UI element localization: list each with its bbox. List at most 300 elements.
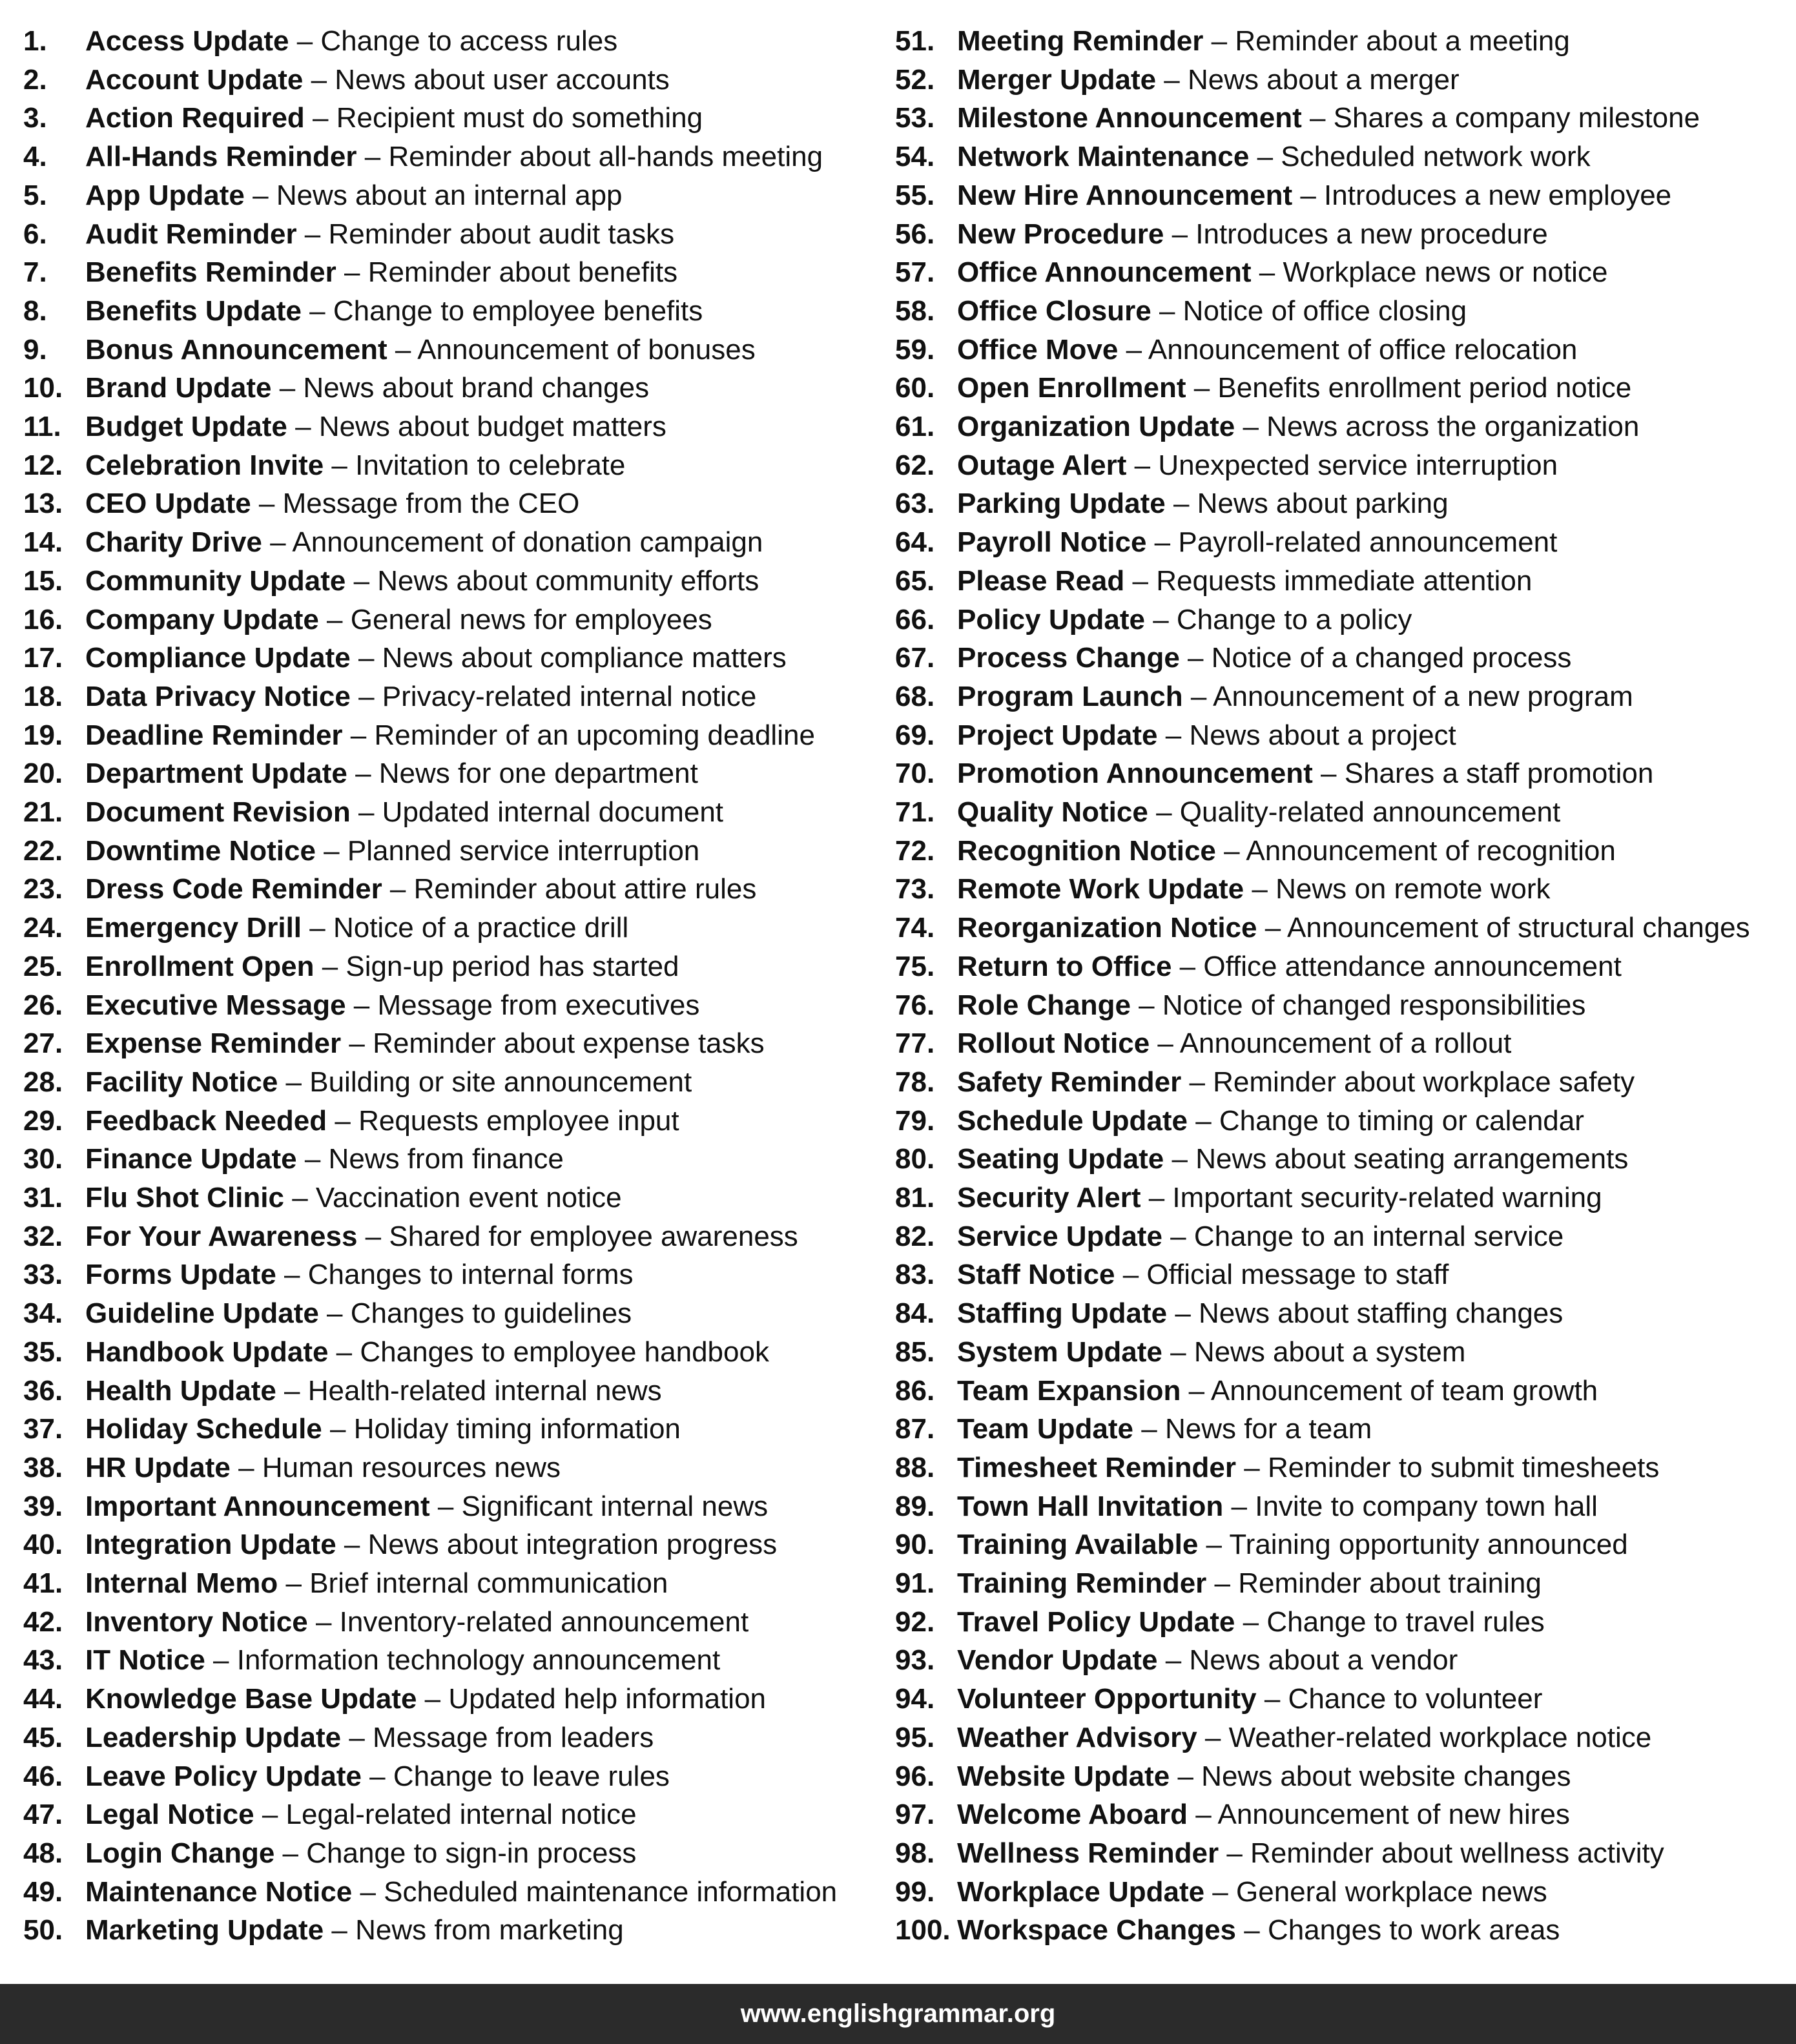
item-number: 8. [23, 294, 47, 327]
item-term: Weather Advisory [957, 1721, 1197, 1753]
item-number: 32. [23, 1220, 63, 1252]
list-item [895, 408, 1639, 446]
list-item [895, 1140, 1628, 1179]
item-term: Integration Update [85, 1529, 336, 1561]
item-separator: – [1130, 989, 1162, 1021]
item-term: Finance Update [85, 1143, 297, 1175]
list-item [23, 1449, 561, 1487]
item-term: Please Read [957, 564, 1125, 597]
item-term: Security Alert [957, 1182, 1141, 1213]
item-term: Knowledge Base Update [85, 1683, 417, 1715]
list-item [23, 292, 703, 331]
item-separator: – [1157, 1644, 1190, 1677]
item-separator: – [1162, 1220, 1194, 1252]
item-term: Handbook Update [85, 1336, 329, 1368]
list-item [23, 138, 823, 176]
list-item [895, 947, 1622, 986]
item-term: Facility Notice [85, 1066, 278, 1098]
item-number: 92. [895, 1605, 935, 1638]
item-number: 40. [23, 1529, 63, 1561]
item-definition: Training opportunity announced [1229, 1529, 1628, 1561]
item-definition: Important security-related warning [1172, 1182, 1602, 1213]
item-definition: Message from leaders [373, 1721, 654, 1753]
item-separator: – [1141, 1182, 1173, 1213]
item-number: 1. [23, 25, 47, 57]
item-number: 99. [895, 1875, 935, 1908]
item-separator: – [278, 1567, 310, 1599]
list-item [895, 138, 1591, 176]
item-definition: Message from the CEO [282, 488, 580, 520]
list-item [23, 1372, 662, 1410]
item-term: IT Notice [85, 1644, 205, 1677]
item-number: 79. [895, 1104, 935, 1137]
item-term: Website Update [957, 1760, 1170, 1792]
list-item [895, 1255, 1449, 1294]
item-term: Milestone Announcement [957, 102, 1302, 134]
item-number: 36. [23, 1374, 63, 1407]
item-separator: – [1150, 1027, 1180, 1060]
list-item [23, 909, 628, 947]
item-definition: News about community efforts [377, 564, 759, 597]
item-separator: – [1148, 796, 1180, 828]
item-term: Important Announcement [85, 1490, 430, 1522]
item-number: 82. [895, 1220, 935, 1252]
item-term: Open Enrollment [957, 372, 1186, 404]
list-item [23, 61, 670, 99]
item-definition: News across the organization [1266, 411, 1640, 442]
list-item [23, 1063, 692, 1102]
item-term: Office Closure [957, 294, 1151, 327]
item-term: Remote Work Update [957, 873, 1244, 905]
item-definition: Announcement of donation campaign [292, 526, 763, 559]
item-definition: Notice of office closing [1182, 294, 1467, 327]
list-item [895, 1024, 1511, 1063]
item-definition: Recipient must do something [336, 102, 703, 134]
item-definition: Weather-related workplace notice [1228, 1721, 1652, 1753]
item-definition: Updated internal document [382, 796, 724, 828]
item-definition: Office attendance announcement [1203, 950, 1622, 982]
item-term: Legal Notice [85, 1799, 254, 1831]
list-item [23, 176, 623, 215]
item-separator: – [302, 912, 333, 944]
item-term: Promotion Announcement [957, 758, 1313, 790]
item-definition: Requests immediate attention [1156, 564, 1533, 597]
list-item [23, 1603, 748, 1642]
item-term: Document Revision [85, 796, 351, 828]
item-number: 52. [895, 63, 935, 96]
item-separator: – [336, 256, 368, 289]
item-separator: – [1181, 1066, 1213, 1098]
item-separator: – [1203, 25, 1235, 57]
list-item [895, 1333, 1465, 1372]
item-separator: – [1151, 294, 1183, 327]
list-item [23, 716, 815, 755]
item-term: Outage Alert [957, 449, 1127, 481]
item-separator: – [341, 1721, 373, 1753]
item-separator: – [287, 411, 319, 442]
item-number: 61. [895, 411, 935, 442]
list-item [23, 1255, 634, 1294]
item-number: 47. [23, 1799, 63, 1831]
item-definition: Invite to company town hall [1255, 1490, 1598, 1522]
item-number: 48. [23, 1837, 63, 1869]
item-number: 16. [23, 603, 63, 635]
item-definition: Change to leave rules [393, 1760, 670, 1792]
item-number: 33. [23, 1259, 63, 1291]
list-item [895, 601, 1412, 639]
list-item [895, 215, 1548, 254]
item-definition: Health-related internal news [307, 1374, 662, 1407]
list-item [23, 870, 756, 909]
item-definition: Invitation to celebrate [355, 449, 626, 481]
list-item [895, 1217, 1564, 1256]
item-term: Bonus Announcement [85, 333, 387, 366]
item-term: Office Announcement [957, 256, 1252, 289]
list-item [895, 1102, 1584, 1141]
item-separator: – [318, 603, 351, 635]
item-number: 88. [895, 1451, 935, 1483]
item-definition: Notice of a practice drill [333, 912, 629, 944]
item-number: 2. [23, 63, 47, 96]
item-number: 31. [23, 1182, 63, 1213]
item-number: 7. [23, 256, 47, 289]
item-number: 94. [895, 1683, 935, 1715]
item-number: 51. [895, 25, 935, 57]
item-separator: – [1256, 1683, 1288, 1715]
list-item [23, 947, 679, 986]
item-separator: – [1170, 1760, 1202, 1792]
list-item [23, 1873, 837, 1912]
item-definition: Reminder about expense tasks [373, 1027, 765, 1060]
item-separator: – [352, 1875, 384, 1908]
item-definition: Requests employee input [358, 1104, 679, 1137]
item-definition: News about integration progress [367, 1529, 778, 1561]
item-term: Staff Notice [957, 1259, 1115, 1291]
item-separator: – [262, 526, 293, 559]
item-separator: – [274, 1837, 307, 1869]
item-definition: Change to travel rules [1266, 1605, 1545, 1638]
list-item [23, 1333, 769, 1372]
item-separator: – [1204, 1875, 1236, 1908]
item-definition: Sign-up period has started [346, 950, 679, 982]
item-definition: Scheduled maintenance information [384, 1875, 838, 1908]
item-definition: Reminder about attire rules [413, 873, 757, 905]
item-separator: – [304, 102, 336, 134]
item-definition: Introduces a new employee [1324, 179, 1672, 211]
list-item [895, 870, 1551, 909]
item-separator: – [271, 372, 304, 404]
item-definition: Reminder about all-hands meeting [388, 141, 823, 173]
item-definition: News about an internal app [276, 179, 623, 211]
list-item [895, 22, 1570, 61]
item-separator: – [205, 1644, 237, 1677]
list-item [895, 1372, 1598, 1410]
item-separator: – [324, 1914, 356, 1946]
item-definition: Human resources news [262, 1451, 561, 1483]
item-separator: – [361, 1760, 393, 1792]
item-number: 17. [23, 642, 63, 674]
item-definition: Change to access rules [320, 25, 618, 57]
item-number: 74. [895, 912, 935, 944]
item-definition: Reminder to submit timesheets [1267, 1451, 1660, 1483]
item-term: Executive Message [85, 989, 346, 1021]
item-separator: – [1156, 63, 1188, 96]
item-separator: – [276, 1259, 308, 1291]
item-separator: – [350, 680, 382, 712]
item-term: Staffing Update [957, 1297, 1168, 1330]
item-definition: Announcement of team growth [1210, 1374, 1598, 1407]
item-definition: Information technology announcement [236, 1644, 721, 1677]
item-number: 54. [895, 141, 935, 173]
item-term: Holiday Schedule [85, 1413, 322, 1445]
list-item [23, 1294, 632, 1333]
item-term: Team Expansion [957, 1374, 1181, 1407]
item-separator: – [318, 1297, 351, 1330]
list-item [895, 1564, 1542, 1603]
list-item [895, 1641, 1458, 1680]
item-separator: – [387, 333, 418, 366]
item-term: Expense Reminder [85, 1027, 342, 1060]
item-number: 6. [23, 218, 47, 250]
item-number: 64. [895, 526, 935, 559]
item-separator: – [336, 1529, 368, 1561]
item-term: Timesheet Reminder [957, 1451, 1237, 1483]
item-term: Meeting Reminder [957, 25, 1204, 57]
item-term: New Hire Announcement [957, 179, 1293, 211]
list-item [895, 754, 1653, 793]
list-item [23, 1102, 679, 1141]
item-separator: – [350, 642, 382, 674]
list-item [895, 1525, 1628, 1564]
list-item [23, 369, 649, 408]
item-term: Project Update [957, 719, 1158, 751]
item-separator: – [296, 218, 329, 250]
item-definition: Benefits enrollment period notice [1217, 372, 1632, 404]
item-term: Policy Update [957, 603, 1145, 635]
list-item [895, 1410, 1372, 1449]
item-term: Travel Policy Update [957, 1605, 1235, 1638]
item-definition: Reminder about audit tasks [328, 218, 675, 250]
item-term: Dress Code Reminder [85, 873, 382, 905]
item-term: Maintenance Notice [85, 1875, 353, 1908]
item-term: Enrollment Open [85, 950, 315, 982]
item-separator: – [307, 1605, 340, 1638]
item-definition: Planned service interruption [347, 834, 700, 867]
item-number: 10. [23, 372, 63, 404]
item-definition: Announcement of bonuses [417, 333, 756, 366]
item-definition: Reminder about wellness activity [1250, 1837, 1664, 1869]
item-number: 42. [23, 1605, 63, 1638]
list-item [23, 99, 703, 138]
list-item [895, 986, 1585, 1025]
list-item [895, 61, 1460, 99]
item-term: Downtime Notice [85, 834, 316, 867]
item-definition: Change to sign-in process [306, 1837, 637, 1869]
item-definition: Quality-related announcement [1179, 796, 1561, 828]
footer-url[interactable]: www.englishgrammar.org [0, 1984, 1796, 2044]
item-term: Organization Update [957, 411, 1235, 442]
item-number: 35. [23, 1336, 63, 1368]
item-term: Office Move [957, 333, 1119, 366]
list-item [23, 1217, 798, 1256]
item-term: Data Privacy Notice [85, 680, 351, 712]
item-separator: – [1235, 411, 1267, 442]
item-separator: – [301, 294, 333, 327]
item-number: 70. [895, 758, 935, 790]
item-separator: – [230, 1451, 262, 1483]
item-separator: – [1206, 1567, 1239, 1599]
item-definition: News about a system [1193, 1336, 1466, 1368]
item-term: HR Update [85, 1451, 231, 1483]
item-separator: – [342, 719, 375, 751]
item-separator: – [1186, 372, 1218, 404]
item-number: 13. [23, 488, 63, 520]
item-separator: – [315, 834, 347, 867]
item-separator: – [346, 564, 378, 597]
item-separator: – [1301, 102, 1334, 134]
item-separator: – [1187, 1104, 1219, 1137]
item-definition: Announcement of new hires [1217, 1799, 1570, 1831]
list-item [23, 253, 677, 292]
item-number: 45. [23, 1721, 63, 1753]
item-definition: News about a vendor [1189, 1644, 1458, 1677]
list-item [23, 986, 699, 1025]
item-separator: – [1133, 1413, 1165, 1445]
item-separator: – [417, 1683, 449, 1715]
item-number: 95. [895, 1721, 935, 1753]
item-separator: – [1126, 449, 1159, 481]
list-item [23, 1179, 622, 1217]
item-separator: – [1164, 218, 1196, 250]
item-definition: News on remote work [1275, 873, 1551, 905]
item-number: 28. [23, 1066, 63, 1098]
item-number: 60. [895, 372, 935, 404]
item-separator: – [1162, 1336, 1194, 1368]
item-term: Welcome Aboard [957, 1799, 1188, 1831]
item-number: 15. [23, 564, 63, 597]
item-separator: – [278, 1066, 310, 1098]
list-item [895, 562, 1532, 601]
item-number: 87. [895, 1413, 935, 1445]
item-number: 80. [895, 1143, 935, 1175]
item-separator: – [1198, 1529, 1230, 1561]
item-term: Department Update [85, 758, 347, 790]
item-number: 23. [23, 873, 63, 905]
item-definition: Reminder about workplace safety [1213, 1066, 1635, 1098]
item-separator: – [1182, 680, 1213, 712]
item-term: Rollout Notice [957, 1027, 1150, 1060]
item-separator: – [1219, 1837, 1251, 1869]
item-number: 37. [23, 1413, 63, 1445]
list-item [895, 369, 1631, 408]
item-number: 34. [23, 1297, 63, 1330]
item-term: Reorganization Notice [957, 912, 1257, 944]
item-definition: Chance to volunteer [1288, 1683, 1543, 1715]
list-item [23, 1680, 766, 1719]
list-item [895, 677, 1633, 716]
item-definition: Reminder about benefits [367, 256, 678, 289]
item-term: Seating Update [957, 1143, 1164, 1175]
item-term: Audit Reminder [85, 218, 297, 250]
item-definition: Change to a policy [1176, 603, 1412, 635]
item-number: 76. [895, 989, 935, 1021]
item-term: Leadership Update [85, 1721, 342, 1753]
list-item [23, 484, 579, 523]
item-term: Deadline Reminder [85, 719, 343, 751]
list-item [23, 408, 666, 446]
list-item [895, 1795, 1570, 1834]
list-item [895, 832, 1616, 871]
item-definition: Payroll-related announcement [1178, 526, 1558, 559]
list-item [895, 1487, 1598, 1526]
item-number: 11. [23, 411, 61, 442]
item-definition: Change to timing or calendar [1219, 1104, 1584, 1137]
list-item [895, 484, 1449, 523]
item-number: 56. [895, 218, 935, 250]
list-item [23, 523, 763, 562]
list-item [895, 1063, 1635, 1102]
item-number: 25. [23, 950, 63, 982]
item-term: Payroll Notice [957, 526, 1147, 559]
item-separator: – [1236, 1451, 1268, 1483]
item-separator: – [1124, 564, 1157, 597]
item-number: 12. [23, 449, 63, 481]
list-item [23, 1834, 636, 1873]
item-definition: News about website changes [1201, 1760, 1571, 1792]
list-item [895, 1873, 1547, 1912]
list-item [23, 1525, 777, 1564]
item-number: 19. [23, 719, 63, 751]
list-item [895, 446, 1558, 485]
item-term: Service Update [957, 1220, 1162, 1252]
list-item [23, 677, 756, 716]
item-separator: – [1236, 1914, 1268, 1946]
list-item [23, 331, 756, 369]
item-number: 75. [895, 950, 935, 982]
item-term: New Procedure [957, 218, 1164, 250]
item-number: 30. [23, 1143, 63, 1175]
item-separator: – [1167, 1297, 1199, 1330]
list-item [895, 331, 1577, 369]
list-item [23, 1757, 670, 1796]
item-term: Vendor Update [957, 1644, 1158, 1677]
item-term: Account Update [85, 63, 304, 96]
item-term: Charity Drive [85, 526, 262, 559]
item-number: 4. [23, 141, 47, 173]
list-item [23, 22, 617, 61]
list-item [895, 639, 1571, 677]
item-number: 41. [23, 1567, 63, 1599]
item-term: Safety Reminder [957, 1066, 1182, 1098]
item-definition: Shares a company milestone [1333, 102, 1700, 134]
item-separator: – [296, 1143, 329, 1175]
item-definition: Legal-related internal notice [285, 1799, 637, 1831]
item-definition: Change to employee benefits [333, 294, 703, 327]
item-number: 84. [895, 1297, 935, 1330]
item-term: Leave Policy Update [85, 1760, 362, 1792]
item-term: Quality Notice [957, 796, 1148, 828]
item-definition: Shared for employee awareness [389, 1220, 798, 1252]
item-definition: Announcement of recognition [1246, 834, 1616, 867]
item-separator: – [1249, 141, 1281, 173]
item-number: 50. [23, 1914, 63, 1946]
item-number: 44. [23, 1683, 63, 1715]
item-separator: – [254, 1799, 286, 1831]
item-number: 29. [23, 1104, 63, 1137]
item-separator: – [1235, 1605, 1267, 1638]
item-separator: – [1118, 333, 1148, 366]
list-item [23, 562, 759, 601]
